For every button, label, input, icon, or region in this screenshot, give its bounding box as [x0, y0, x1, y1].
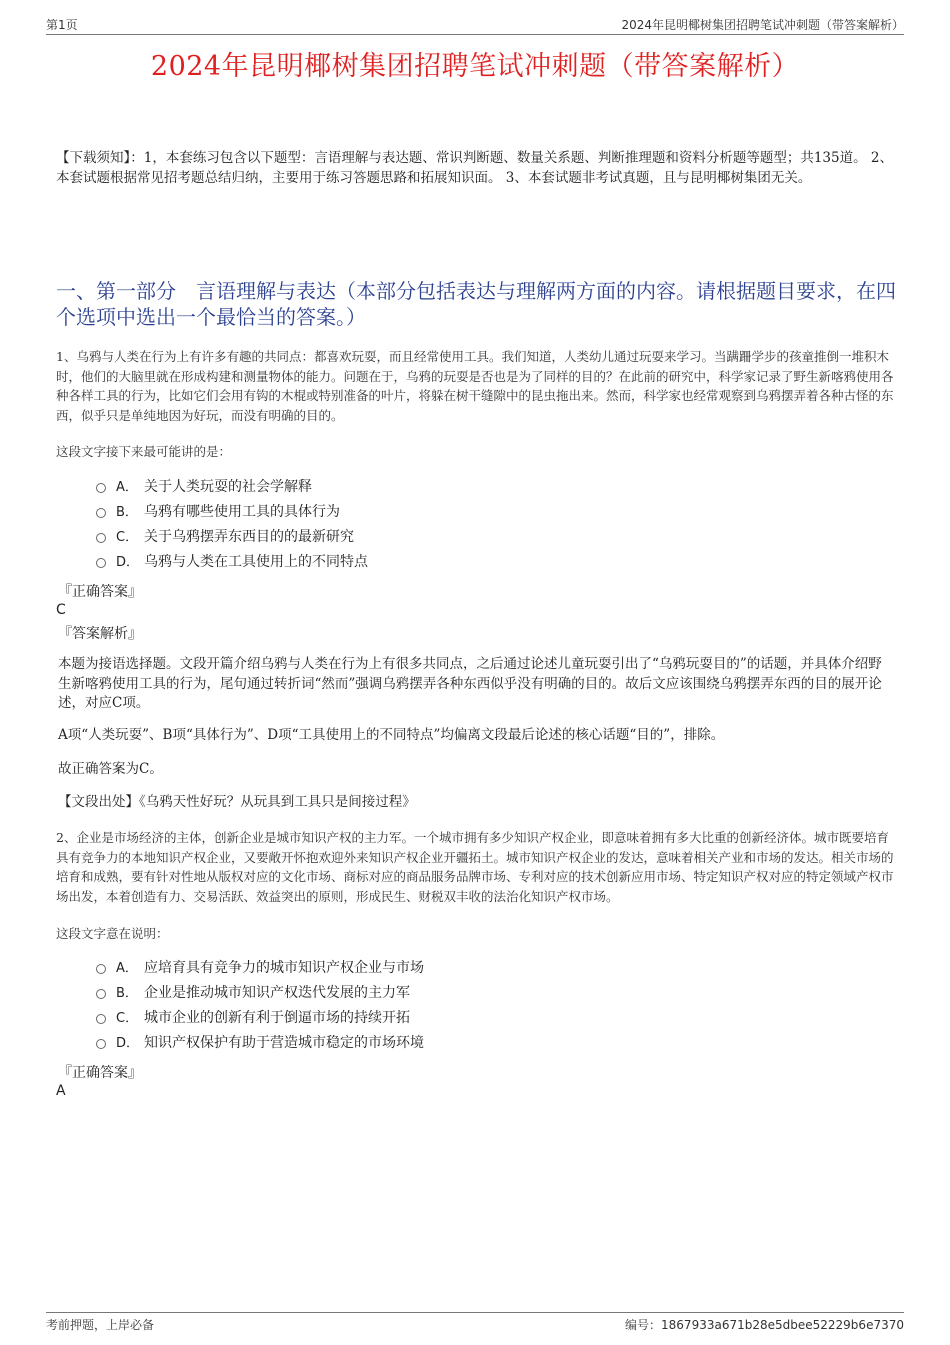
- question-1-analysis-label: 『答案解析』: [58, 626, 142, 642]
- question-2-option-d[interactable]: D． 知识产权保护有助于营造城市稳定的市场环境: [96, 1029, 424, 1054]
- page-footer: [46, 1312, 904, 1333]
- header-doc-title: 2024年昆明椰树集团招聘笔试冲刺题（带答案解析）: [621, 18, 904, 32]
- footer-slogan: 考前押题，上岸必备: [46, 1318, 155, 1332]
- question-1-option-b[interactable]: B． 乌鸦有哪些使用工具的具体行为: [96, 498, 368, 523]
- page-header: [46, 14, 904, 35]
- question-1-option-a[interactable]: A． 关于人类玩耍的社会学解释: [96, 473, 368, 498]
- question-1-analysis-conclusion: 故正确答案为C。: [58, 761, 163, 777]
- question-2-text: 2、企业是市场经济的主体，创新企业是城市知识产权的主力军。一个城市拥有多少知识产权企业，即意味着拥有多大比重的创新经济体。城市既要培育具有竞争力的本地知识产权企业，又要敞开怀抱欢迎外来知识产权企业开疆拓土。城市知识产权企业的发达，意味着相关产业和市场的发达。相关市场的培育和成熟，要有针对性地从版权对应的文化市场、商标对应的商品服务品牌市场、专利对应的技术创新应用市场、特定知识产权对应的特定领域产权市场出发，本着创造有力、交易活跃、效益突出的原则，形成民生、财税双丰收的法治化知识产权市场。: [56, 830, 894, 904]
- radio-icon[interactable]: [96, 989, 106, 999]
- question-2-option-a[interactable]: A． 应培育具有竞争力的城市知识产权企业与市场: [96, 954, 424, 979]
- radio-icon[interactable]: [96, 483, 106, 493]
- question-1-prompt: 这段文字接下来最可能讲的是：: [56, 444, 232, 459]
- question-1-option-c[interactable]: C． 关于乌鸦摆弄东西目的的最新研究: [96, 523, 368, 548]
- question-1-options: [96, 473, 368, 573]
- radio-icon[interactable]: [96, 1039, 106, 1049]
- question-1-option-d[interactable]: D． 乌鸦与人类在工具使用上的不同特点: [96, 548, 368, 573]
- question-1-analysis-paragraph: 本题为接语选择题。文段开篇介绍乌鸦与人类在行为上有很多共同点，之后通过论述儿童玩耍引出了“乌鸦玩耍目的”的话题，并具体介绍野生新喀鸦使用工具的行为，尾句通过转折词“然而”强调乌鸦摆弄各种东西似乎没有明确的目的。故后文应该围绕乌鸦摆弄东西的目的展开论述，对应C项。: [58, 656, 882, 711]
- question-1-answer-label: 『正确答案』: [58, 584, 142, 600]
- question-2-answer: A: [56, 1083, 66, 1099]
- question-1-text: 1、乌鸦与人类在行为上有许多有趣的共同点：都喜欢玩耍，而且经常使用工具。我们知道，人类幼儿通过玩耍来学习。当蹒跚学步的孩童推倒一堆积木时，他们的大脑里就在形成构建和测量物体的能力。问题在于，乌鸦的玩耍是否也是为了同样的目的？在此前的研究中，科学家记录了野生新喀鸦使用各种各样工具的行为，比如它们会用有钩的木棍或特别准备的叶片，将躲在树干缝隙中的昆虫拖出来。然而，科学家也经常观察到乌鸦摆弄着各种古怪的东西，似乎只是单纯地因为好玩，而没有明确的目的。: [56, 349, 894, 423]
- radio-icon[interactable]: [96, 533, 106, 543]
- download-notice: 【下载须知】：1，本套练习包含以下题型：言语理解与表达题、常识判断题、数量关系题、判断推理题和资料分析题等题型；共135道。 2、本套试题根据常见招考题总结归纳，主要用于练习答题思路和拓展知识面。 3、本套试题非考试真题，且与昆明椰树集团无关。: [56, 150, 893, 186]
- radio-icon[interactable]: [96, 964, 106, 974]
- question-2-prompt: 这段文字意在说明：: [56, 926, 169, 941]
- radio-icon[interactable]: [96, 558, 106, 568]
- footer-serial-number: 编号：1867933a671b28e5dbee52229b6e7370: [625, 1318, 904, 1332]
- question-2-option-b[interactable]: B． 企业是推动城市知识产权迭代发展的主力军: [96, 979, 424, 1004]
- question-2-answer-label: 『正确答案』: [58, 1065, 142, 1081]
- section-title: 一、第一部分 言语理解与表达（本部分包括表达与理解两方面的内容。请根据题目要求，在四个选项中选出一个最恰当的答案。）: [56, 279, 896, 329]
- page-number: 第1页: [46, 18, 78, 32]
- radio-icon[interactable]: [96, 1014, 106, 1024]
- question-1-analysis-paragraph: A项“人类玩耍”、B项“具体行为”、D项“工具使用上的不同特点”均偏离文段最后论述的核心话题“目的”，排除。: [58, 727, 725, 743]
- question-2-option-c[interactable]: C． 城市企业的创新有利于倒逼市场的持续开拓: [96, 1004, 424, 1029]
- question-1-answer: C: [56, 602, 66, 618]
- radio-icon[interactable]: [96, 508, 106, 518]
- document-title: 2024年昆明椰树集团招聘笔试冲刺题（带答案解析）: [150, 51, 800, 82]
- question-1-source: 【文段出处】《乌鸦天性好玩？从玩具到工具只是间接过程》: [58, 794, 416, 810]
- question-2-options: [96, 954, 424, 1054]
